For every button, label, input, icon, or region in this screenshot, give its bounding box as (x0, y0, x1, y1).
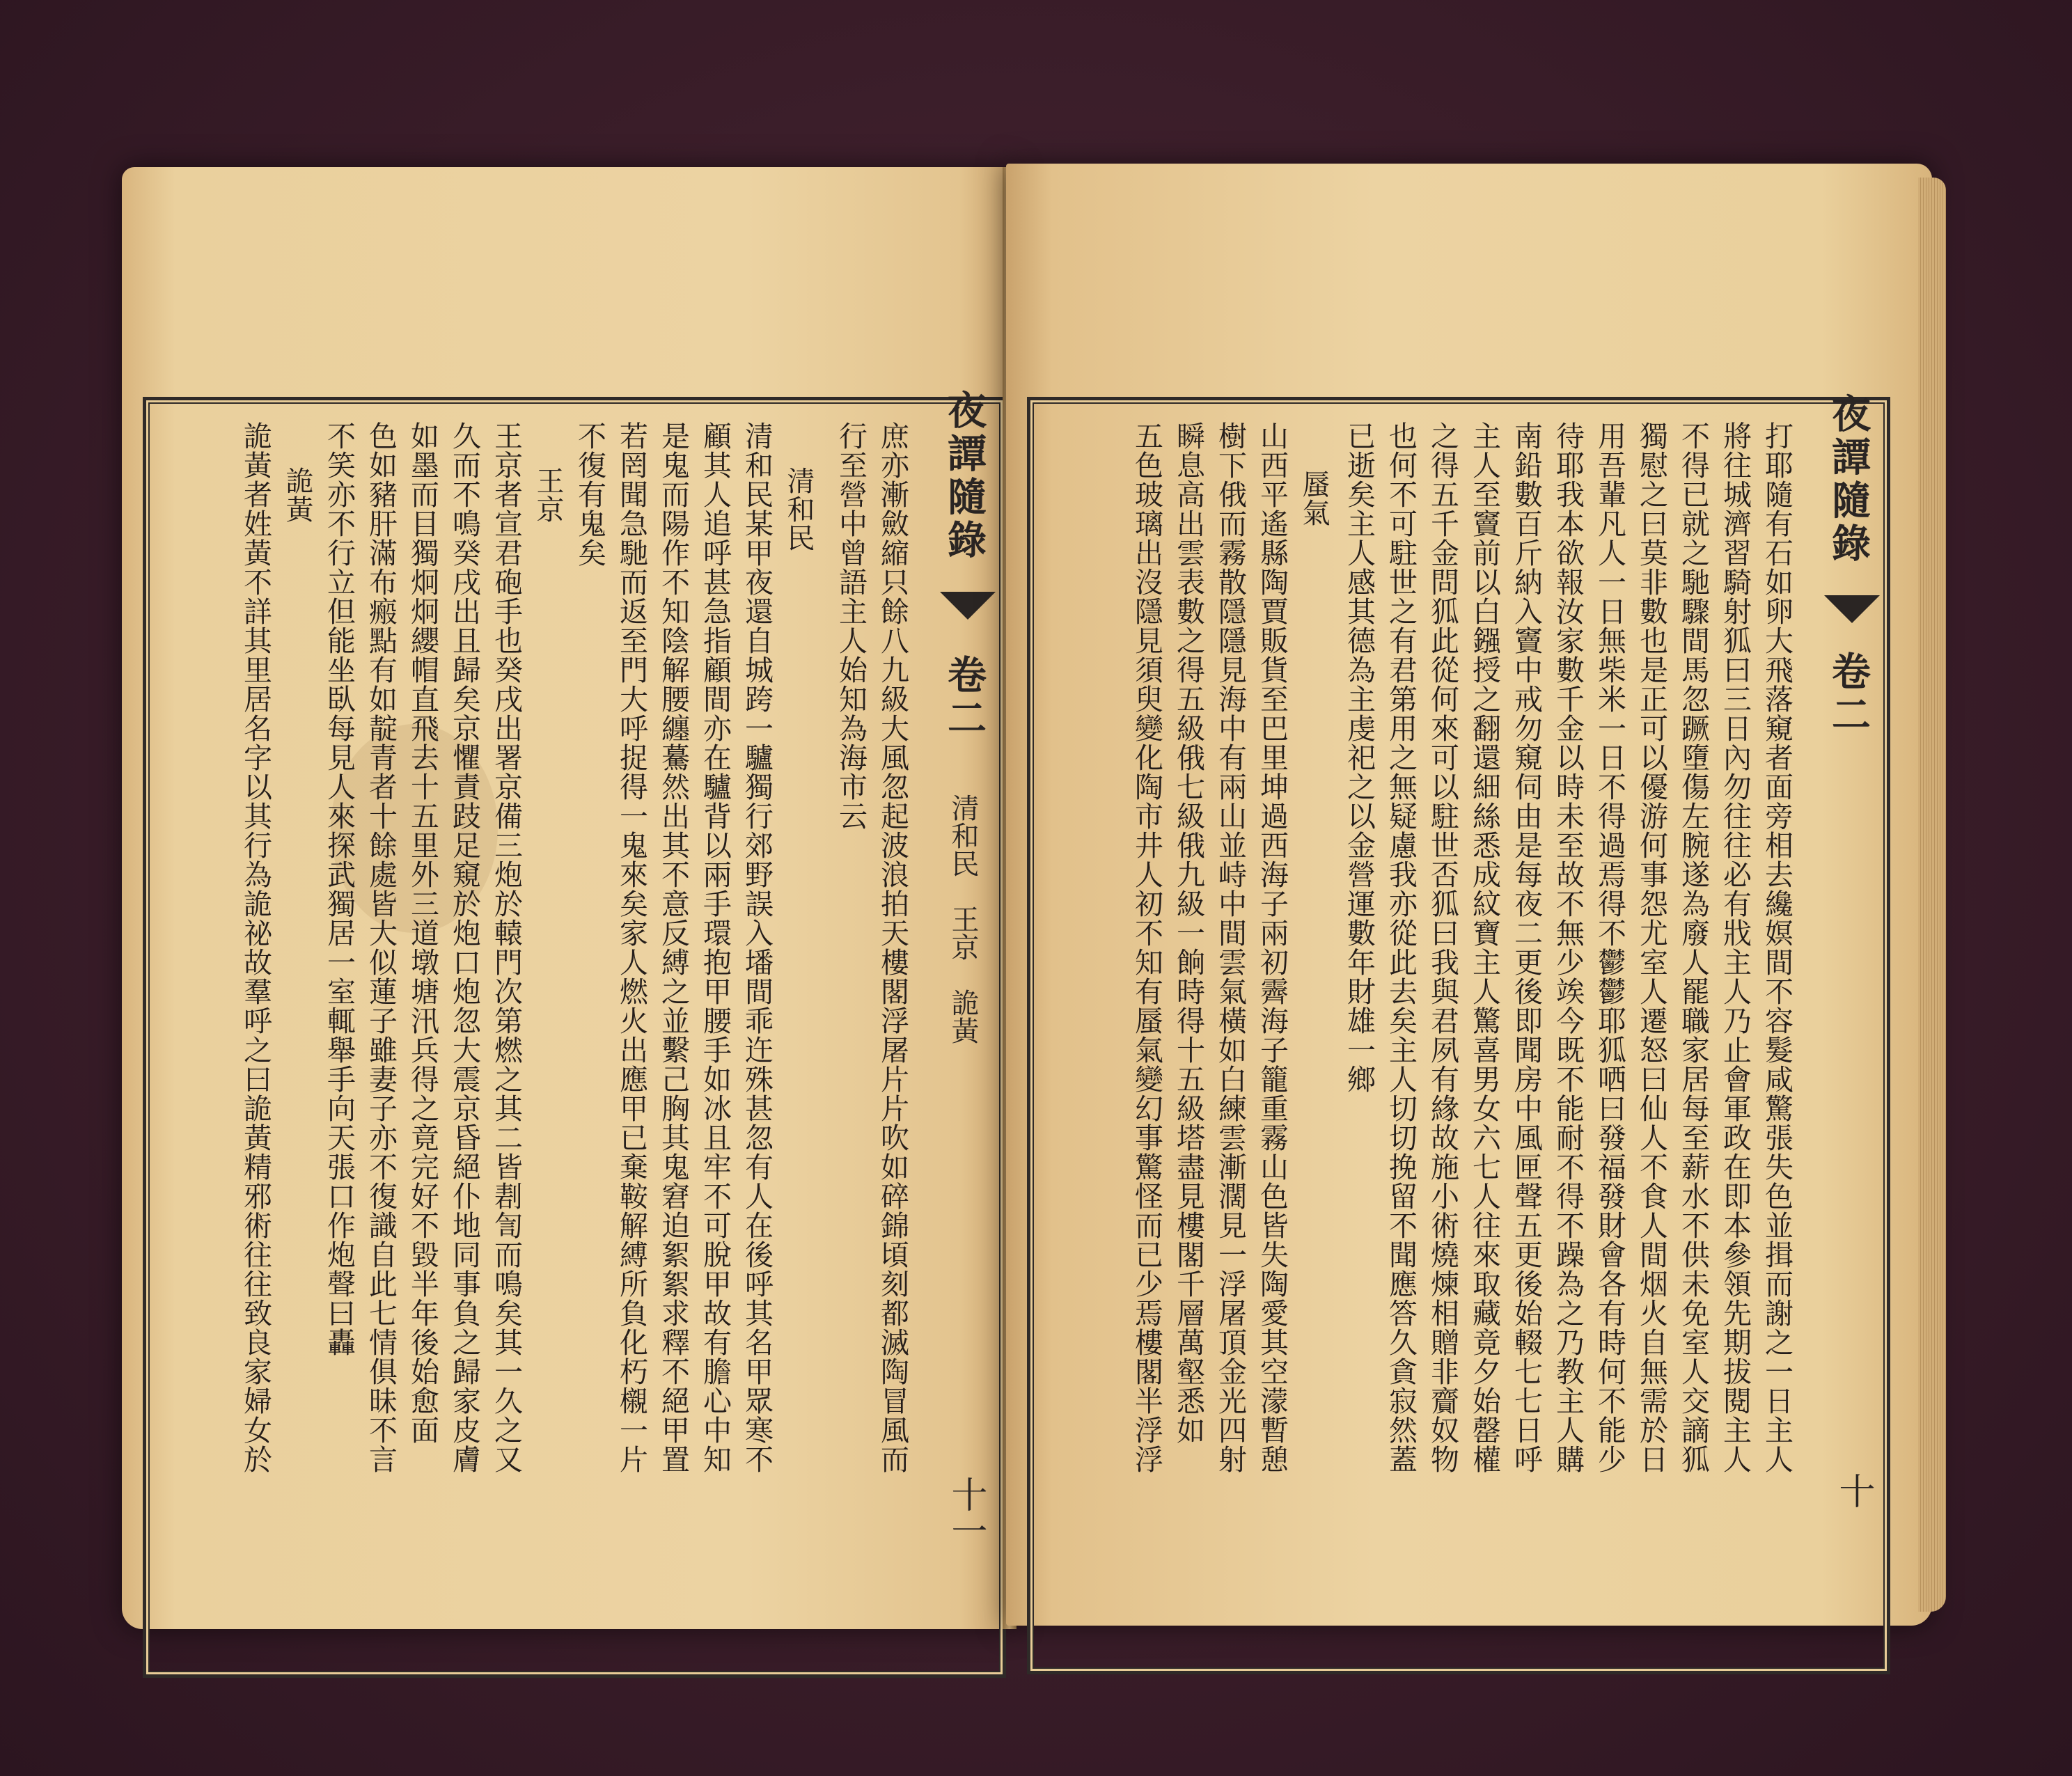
text-column: 待耶我本欲報汝家數千金以時未至故不無少竢今既不能耐不得不躁為之乃教主人購 (1551, 421, 1585, 1474)
text-column: 如墨而目獨炯炯纓帽直飛去十五里外三道墩塘汛兵得之竟完好不毀半年後始愈面 (406, 421, 439, 1445)
left-banner-title: 夜譚隨錄 (941, 390, 987, 563)
section-heading: 詭黃 (281, 466, 313, 524)
text-column: 詭黃者姓黃不詳其里居名字以其行為詭祕故羣呼之曰詭黃精邪術往往致良家婦女於 (239, 421, 272, 1474)
text-column: 樹下俄而霧散隱隱見海中有兩山並峙中間雲氣橫如白練雲漸濶見一浮屠頂金光四射 (1214, 421, 1247, 1474)
page-edges (1918, 178, 1946, 1612)
left-page (122, 167, 1013, 1629)
text-column: 瞬息高出雲表數之得五級俄七級俄九級一餉時得十五級塔盡見樓閣千層萬壑悉如 (1172, 421, 1205, 1445)
text-column: 南鉛數百斤納入竇中戒勿窺伺由是每夜二更後即聞房中風匣聲五更後始輟七七日呼 (1509, 421, 1543, 1474)
section-heading: 王京 (532, 466, 564, 524)
right-page (1006, 164, 1932, 1626)
text-column: 清和民某甲夜還自城跨一驢獨行郊野誤入墦間乖迕殊甚忽有人在後呼其名甲眾寒不 (740, 421, 774, 1474)
fishtail-mark (1824, 595, 1880, 623)
text-column: 色如豬肝滿布瘢點有如靛青者十餘處皆大似蓮子雖妻子亦不復識自此七情俱昧不言 (364, 421, 398, 1474)
text-column: 不笑亦不行立但能坐臥每見人來探武獨居一室輒舉手向天張口作炮聲曰轟 (322, 421, 356, 1357)
fishtail-mark (940, 592, 996, 620)
right-page-number: 十 (1832, 1472, 1874, 1509)
left-page-number: 十一 (945, 1476, 987, 1548)
text-column: 山西平遙縣陶賈販貨至巴里坤過西海子兩初霽海子籠重霧山色皆失陶愛其空濛暫憩 (1255, 421, 1289, 1474)
right-banner-title: 夜譚隨錄 (1826, 393, 1871, 566)
left-chapter-names: 清和民 王京 詭黃 (947, 794, 979, 1044)
left-banner-volume: 卷二 (941, 654, 987, 741)
text-column: 已逝矣主人感其德為主虔祀之以金營運數年財雄一鄉 (1342, 421, 1376, 1094)
text-column: 王京者宣君砲手也癸戌出署京備三炮於轅門次第燃之其二皆剨訇而鳴矣其一久之又 (489, 421, 523, 1474)
text-column: 用吾輩凡人一日無柴米一日不得過焉得不鬱鬱耶狐哂曰發福發財會各有時何不能少 (1593, 421, 1626, 1474)
text-column: 若罔聞急馳而返至門大呼捉得一鬼來矣家人燃火出應甲已棄鞍解縛所負化朽櫬一片 (615, 421, 648, 1474)
text-column: 顧其人追呼甚急指顧間亦在驢背以兩手環抱甲腰手如冰且牢不可脫甲故有膽心中知 (698, 421, 732, 1474)
section-heading: 清和民 (783, 466, 815, 552)
text-column: 五色玻璃出沒隱見須臾變化陶市井人初不知有蜃氣變幻事驚怪而已少焉樓閣半浮浮 (1130, 421, 1163, 1474)
section-heading: 蜃氣 (1298, 470, 1330, 527)
text-column: 不復有鬼矣 (573, 421, 606, 567)
text-column: 不得已就之馳驟間馬忽蹶墮傷左腕遂為廢人罷職家居每至薪水不供未免室人交謫狐 (1677, 421, 1710, 1474)
text-column: 打耶隨有石如卵大飛落窺者面旁相去纔嫇間不容髮咸驚張失色並揖而謝之一日主人 (1760, 421, 1794, 1474)
text-column: 獨慰之曰莫非數也是正可以優游何事怨尤室人遷怒曰仙人不食人間烟火自無需於日 (1635, 421, 1668, 1474)
text-column: 也何不可駐世之有君第用之無疑慮我亦從此去矣主人切切挽留不聞應答久貪寂然蓋 (1384, 421, 1418, 1474)
text-column: 久而不鳴癸戌出且歸矣京懼責跂足窺於炮口炮忽大震京昏絕仆地同事負之歸家皮膚 (448, 421, 481, 1474)
text-column: 主人至竇前以白鏹授之翻還細絲悉成紋寶主人驚喜男女六七人往來取藏竟夕始罄權 (1468, 421, 1501, 1474)
text-column: 將往城濟習騎射狐曰三日內勿往往必有戕主人乃止會軍政在即本參領先期拔閱主人 (1718, 421, 1752, 1474)
text-column: 是鬼而陽作不知陰解腰纏驀然出其不意反縛之並繫己胸其鬼窘迫絮絮求釋不絕甲置 (657, 421, 690, 1474)
text-column: 庶亦漸斂縮只餘八九級大風忽起波浪拍天樓閣浮屠片片吹如碎錦頃刻都滅陶冒風而 (876, 421, 909, 1474)
text-column: 行至營中曾語主人始知為海市云 (834, 421, 868, 831)
right-banner-volume: 卷二 (1826, 651, 1871, 737)
text-column: 之得五千金問狐此從何來可以駐世否狐曰我與君夙有緣故施小術燒煉相贈非齎奴物 (1426, 421, 1459, 1474)
